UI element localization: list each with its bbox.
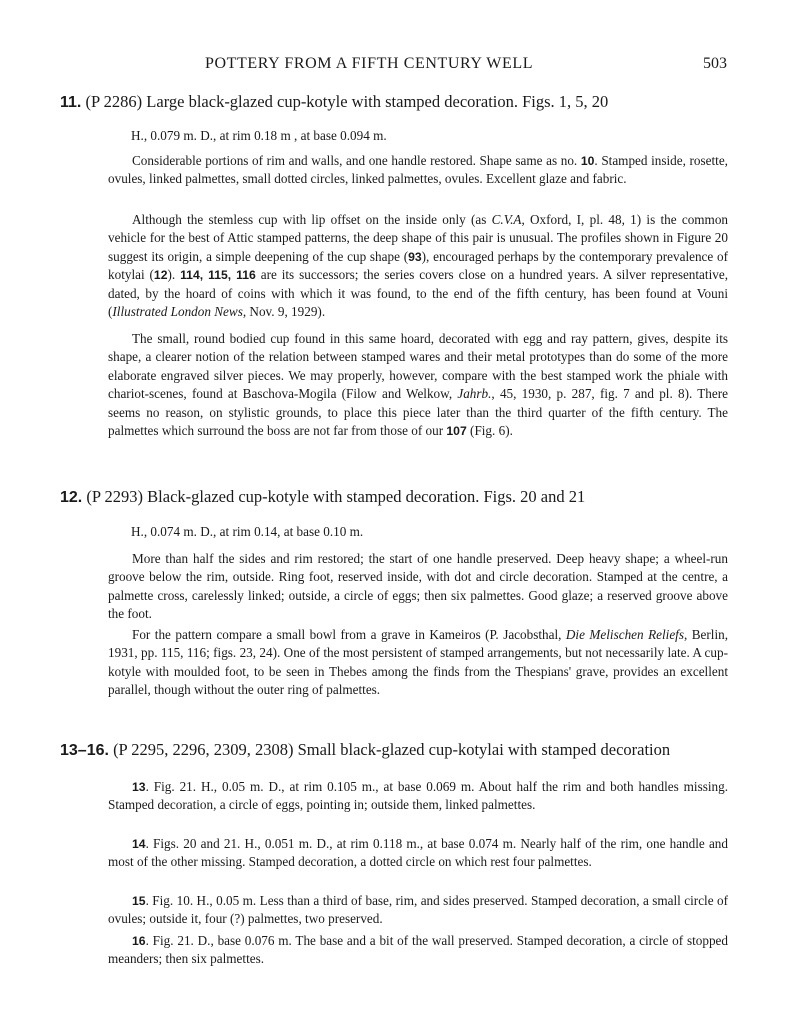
text-span: The small, round bodied cup found in this same hoard, decorated with egg and ray pattern, gives, despite its shape, a clearer notion of the relation between stamped wares and their metal prototypes than do some of the more elaborate engraved silver pieces. We may properly, however, compare with the best stamped work the phiale with chariot-scenes, found at Baschova-Mogila (Filow and Welkow,	[108, 331, 728, 402]
text-span: Considerable portions of rim and walls, and one handle restored. Shape same as no.	[132, 153, 581, 168]
catalogue-ref: 10	[580, 154, 595, 168]
text-span: (Fig. 6).	[466, 423, 513, 439]
entry-12-dimensions: H., 0.074 m. D., at rim 0.14, at base 0.10 m.	[131, 524, 364, 539]
citation-italic: Jahrb.	[457, 386, 492, 402]
entry-15	[108, 892, 728, 929]
text-span: , 45, 1930, p. 287, fig. 7 and pl. 8). There seems no reason, on stylistic grounds, to place this piece later than the third quarter of the fifth century. The palmettes which surround the boss are not far from those of our	[108, 386, 728, 439]
entry-11-heading	[60, 92, 608, 112]
entry-11-dimensions: H., 0.079 m. D., at rim 0.18 m , at base 0.094 m.	[131, 128, 387, 143]
entry-14	[108, 835, 728, 872]
entry-11-title: (P 2286) Large black-glazed cup-kotyle with stamped decoration. Figs. 1, 5, 20	[85, 92, 609, 111]
entry-16	[108, 932, 728, 969]
text-span: , Nov. 9, 1929).	[242, 304, 326, 320]
catalogue-ref: 12	[153, 268, 168, 283]
item-number: 13	[132, 780, 146, 794]
entry-12-heading	[60, 487, 585, 507]
text-span: , Berlin, 1931, pp. 115, 116; figs. 23, 24). One of the most persistent of stamped arrangements, but not necessarily late. A cup-kotyle with moulded foot, to be seen in Thebes among the finds from the Thespians' grave, provides an excellent parallel, though without the outer ring of palmettes.	[108, 627, 728, 698]
citation-italic: C.V.A	[491, 212, 522, 227]
entry-13-16-heading	[60, 740, 670, 760]
entry-12-title: (P 2293) Black-glazed cup-kotyle with stamped decoration. Figs. 20 and 21	[86, 487, 586, 506]
item-number: 16	[132, 934, 146, 948]
text-span: ), encouraged perhaps by the contemporary prevalence of kotylai (	[108, 248, 728, 283]
entry-11-comparison	[108, 330, 728, 440]
text-span: , Oxford, I, pl. 48, 1) is the common vehicle for the best of Attic stamped patterns, the deep shape of this pair is unusual. The profiles shown in Figure 20 suggest its origin, a simple deepening of the cup shape (	[108, 212, 729, 264]
citation-italic: Illustrated London News	[112, 304, 243, 320]
text-span: . Fig. 21. H., 0.05 m. D., at rim 0.105 m., at base 0.069 m. About half the rim and both handles missing. Stamped decoration, a circle of eggs, pointing in; outside them, linked palmettes.	[108, 779, 728, 813]
citation-italic: Die Melischen Reliefs	[565, 627, 684, 642]
catalogue-ref: 114, 115, 116	[180, 268, 256, 283]
entry-12-comparison	[108, 626, 728, 700]
running-title: POTTERY FROM A FIFTH CENTURY WELL	[205, 55, 534, 72]
text-span: For the pattern compare a small bowl from a grave in Kameiros (P. Jacobsthal,	[132, 627, 566, 642]
text-span: ).	[167, 267, 181, 283]
entry-11-discussion	[108, 211, 728, 321]
entry-13-16-title: (P 2295, 2296, 2309, 2308) Small black-glazed cup-kotylai with stamped decoration	[113, 740, 671, 759]
item-number: 14	[132, 837, 146, 851]
entry-12-number: 12.	[60, 489, 83, 506]
text-span: . Fig. 10. H., 0.05 m. Less than a third of base, rim, and sides preserved. Stamped decoration, a small circle of ovules; outside it, four (?) palmettes, two preserved.	[108, 893, 728, 927]
text-span: . Fig. 21. D., base 0.076 m. The base and a bit of the wall preserved. Stamped decoration, a circle of stopped meanders; then six palmettes.	[108, 933, 728, 967]
item-number: 15	[132, 894, 146, 908]
entry-11-number: 11.	[60, 94, 82, 111]
page-number: 503	[703, 55, 727, 72]
entry-11-description	[108, 152, 728, 189]
entry-13-16-number: 13–16.	[60, 742, 109, 759]
text-span: . Figs. 20 and 21. H., 0.051 m. D., at rim 0.118 m., at base 0.074 m. Nearly half of the rim, one handle and most of the other missing. Stamped decoration, a dotted circle on which rest four palmettes.	[108, 836, 728, 870]
text-span: Although the stemless cup with lip offset on the inside only (as	[132, 212, 492, 227]
entry-13	[108, 778, 728, 815]
text-span: . Stamped inside, rosette, ovules, linked palmettes, small dotted circles, linked palmettes, ovules. Excellent glaze and fabric.	[108, 153, 728, 187]
text-span: are its successors; the series covers close on a hundred years. A silver representative, dated, by the hoard of coins with which it was found, to the end of the fifth century, has been found at Vouni (	[108, 267, 728, 320]
catalogue-ref: 93	[408, 249, 422, 264]
running-head	[0, 55, 789, 77]
catalogue-ref: 107	[446, 424, 467, 439]
entry-12-description: More than half the sides and rim restored; the start of one handle preserved. Deep heavy shape; a wheel-run groove below the rim, outside. Ring foot, reserved inside, with dot and circle decoration. Stamped at the centre, a palmette cross, carelessly linked; outside, a circle of eggs; then six palmettes. Good glaze; a reserved groove above the foot.	[108, 551, 728, 622]
